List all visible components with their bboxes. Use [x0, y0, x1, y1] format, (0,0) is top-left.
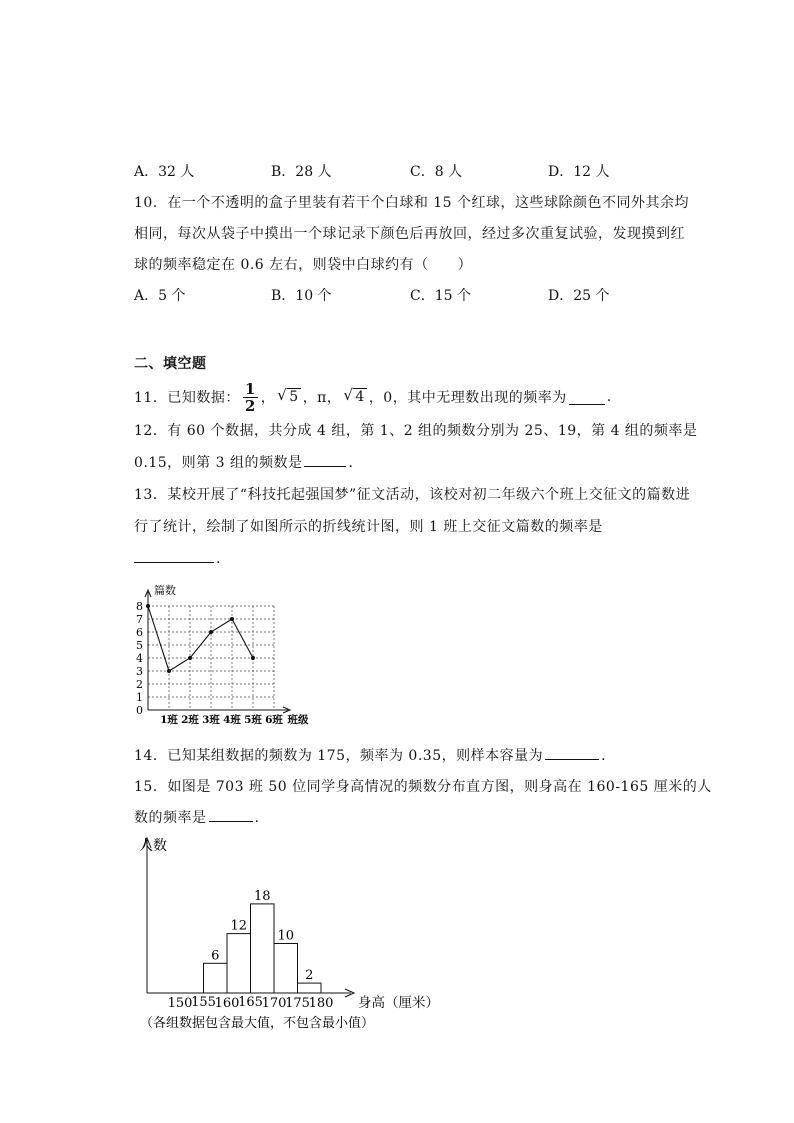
q11-sep1: ，: [260, 390, 276, 406]
line-chart-x-tick-label: 6班: [265, 714, 283, 726]
histogram-bar: [274, 944, 298, 994]
q11-suffix: ，0，其中无理数出现的频率为: [368, 390, 567, 406]
histogram-x-tick-label: 155: [191, 995, 216, 1010]
line-chart-point: [230, 617, 234, 621]
line-chart-y-tick-label: 2: [136, 678, 143, 691]
line-chart-y-tick-label: 5: [136, 639, 143, 652]
q10-line-3: 球的频率稳定在 0.6 左右，则袋中白球约有（ ）: [134, 257, 473, 273]
line-chart-y-tick-label: 8: [136, 600, 143, 613]
q11-rad1: 5: [289, 389, 299, 405]
line-chart-grid: [148, 606, 274, 710]
histogram-x-tick-label: 150: [167, 996, 193, 1011]
q9-option-a: A．32 人: [134, 164, 195, 180]
histogram-bar-value-label: 10: [277, 928, 295, 944]
q15-line-1: 15．如图是 703 班 50 位同学身高情况的频数分布直方图，则身高在 160-165 厘米的人: [134, 779, 712, 795]
histogram-x-tick-label: 175: [285, 996, 310, 1011]
line-chart-x-tick-label: 4班: [223, 714, 241, 726]
line-chart-y-tick-label: 0: [136, 704, 143, 717]
line-chart-axes: [145, 590, 290, 713]
q10-option-b: B．10 个: [271, 288, 332, 304]
histogram-bar: [298, 983, 322, 993]
line-chart-point: [251, 656, 255, 660]
q10-line-1: 10．在一个不透明的盒子里装有若干个白球和 15 个红球，这些球除颜色不同外其余均: [134, 195, 690, 211]
histogram-bar-value-label: 2: [305, 968, 314, 984]
histogram-x-tick-label: 180: [308, 996, 334, 1011]
q10-line-2: 相同，每次从袋子中摸出一个球记录下颜色后再放回，经过多次重复试验，发现摸到红: [134, 226, 685, 242]
q11-frac-num: 1: [244, 379, 256, 398]
q11-prefix: 11．已知数据：: [134, 390, 240, 406]
histogram-note: （各组数据包含最大值，不包含最小值）: [140, 1016, 375, 1031]
line-chart-x-label: 班级: [287, 714, 309, 726]
histogram-bar: [227, 934, 251, 993]
q11-sqrt-4: [343, 389, 366, 405]
q9-option-d: D．12 人: [548, 164, 610, 180]
histogram-bar-value-label: 18: [253, 888, 271, 904]
histogram-bar: [204, 963, 228, 993]
line-chart-point: [167, 669, 171, 673]
line-chart-x-tick-label: 3班: [202, 714, 220, 726]
line-chart-y-tick-label: 1: [136, 691, 143, 704]
line-chart: [128, 580, 328, 730]
line-chart-y-tick-label: 3: [136, 665, 143, 678]
q12-answer-blank[interactable]: [304, 452, 346, 467]
histogram-x-label: 身高（厘米）: [358, 995, 439, 1011]
q12-end: .: [348, 455, 354, 471]
q11-mid: ，π，: [302, 390, 342, 406]
line-chart-point: [209, 630, 213, 634]
histogram-bars: [204, 904, 322, 993]
line-chart-series: [146, 604, 255, 673]
q11: [134, 379, 612, 415]
line-chart-y-tick-label: 6: [136, 626, 143, 639]
q11-end: .: [606, 389, 612, 405]
histogram-labels: [139, 837, 439, 1031]
q11-fraction: [243, 381, 258, 414]
histogram-bar-value-label: 6: [211, 948, 220, 964]
line-chart-y-tick-label: 7: [136, 613, 143, 626]
histogram-bar-value-label: 12: [230, 918, 248, 934]
q14-text: 14．已知某组数据的频数为 175，频率为 0.35，则样本容量为: [134, 748, 544, 764]
histogram-x-tick-label: 165: [238, 995, 263, 1010]
histogram-y-label: 人数: [139, 838, 167, 854]
line-chart-y-tick-label: 4: [136, 652, 143, 665]
q13-line-1: 13．某校开展了“科技托起强国梦”征文活动，该校对初二年级六个班上交征文的篇数进: [134, 487, 691, 503]
histogram-chart: [128, 834, 448, 1039]
q14-end: .: [601, 748, 607, 764]
q13-answer-blank[interactable]: [134, 548, 214, 563]
q11-answer-blank[interactable]: [569, 390, 605, 405]
q15-line-2: [134, 807, 259, 827]
line-chart-x-tick-label: 5班: [244, 714, 262, 726]
q10-option-a: A．5 个: [134, 288, 186, 304]
q14-answer-blank[interactable]: [545, 745, 599, 760]
q9-option-b: B．28 人: [271, 164, 332, 180]
q13-line-2: 行了统计，绘制了如图所示的折线统计图，则 1 班上交征文篇数的频率是: [134, 519, 603, 535]
line-chart-series-line: [148, 606, 253, 671]
line-chart-y-label: 篇数: [154, 584, 176, 597]
histogram-x-tick-label: 160: [214, 996, 240, 1011]
q15-answer-blank[interactable]: [209, 807, 253, 822]
q14: [134, 745, 606, 765]
q12-line-2-text: 0.15，则第 3 组的频数是: [134, 455, 303, 471]
line-chart-x-tick-label: 2班: [181, 714, 199, 726]
histogram-x-tick-label: 170: [261, 996, 287, 1011]
q10-option-d: D．25 个: [548, 288, 610, 304]
q10-option-c: C．15 个: [410, 288, 471, 304]
line-chart-x-tick-label: 1班: [160, 714, 178, 726]
histogram-bar: [251, 904, 275, 993]
q13-line-3: [134, 548, 221, 567]
line-chart-point: [188, 656, 192, 660]
q15-line-2-text: 数的频率是: [134, 810, 207, 826]
section-title: 二、填空题: [134, 356, 207, 372]
q11-frac-den: 2: [244, 396, 256, 415]
line-chart-labels: [136, 583, 309, 726]
line-chart-point: [146, 604, 150, 608]
q15-end: .: [254, 810, 260, 826]
q11-rad2: 4: [355, 389, 365, 405]
q13-end: .: [216, 551, 221, 567]
q12-line-2: [134, 452, 353, 472]
q11-sqrt-5: [277, 389, 300, 405]
q12-line-1: 12．有 60 个数据，共分成 4 组，第 1、2 组的频数分别为 25、19，第 4 组的频率是: [134, 423, 698, 439]
q9-option-c: C．8 人: [410, 164, 463, 180]
